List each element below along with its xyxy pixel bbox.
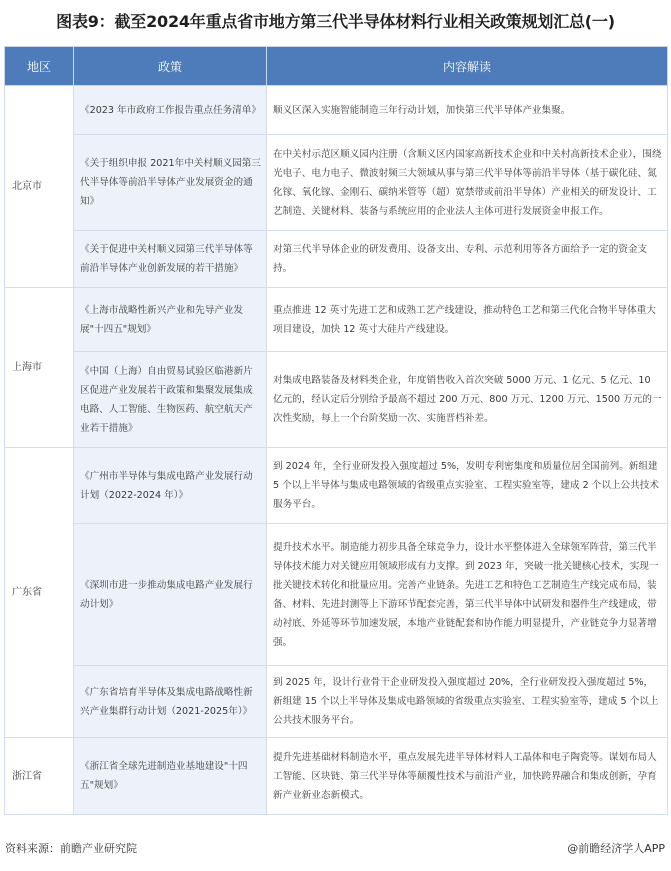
content-cell: 在中关村示范区顺义园内注册（含顺义区内国家高新技术企业和中关村高新技术企业），围绕光电子、电力电子、微波射频三大领域从事与第三代半导体等前沿半导体（基于碳化硅、氮化镓、氧化镓、金刚石、碳纳米管等（超）宽禁带或前沿半导体）产业相关的研发设计、工艺制造、关键材料、装备与系统应用的企业法人主体可进行发展资金申报工作。	[267, 135, 668, 231]
content-cell: 提升先进基础材料制造水平，重点发展先进半导体材料人工晶体和电子陶瓷等。谋划布局人工智能、区块链、第三代半导体等颠覆性技术与前沿产业，加快跨界融合和集成创新，孕育新产业新业态新模式。	[267, 738, 668, 815]
content-cell: 重点推进 12 英寸先进工艺和成熟工艺产线建设，推动特色工艺和第三代化合物半导体重大项目建设，加快 12 英寸大硅片产线建设。	[267, 288, 668, 352]
policy-cell: 《广州市半导体与集成电路产业发展行动计划（2022-2024 年）》	[74, 448, 267, 524]
table-row	[5, 524, 668, 666]
region-cell: 广东省	[5, 448, 74, 738]
table-row	[5, 738, 668, 815]
policy-cell: 《浙江省全球先进制造业基地建设"十四五"规划》	[74, 738, 267, 815]
table-row	[5, 352, 668, 448]
table-row	[5, 448, 668, 524]
region-cell: 上海市	[5, 288, 74, 448]
policy-table	[4, 46, 668, 815]
table-row	[5, 666, 668, 738]
header-region: 地区	[5, 47, 74, 86]
table-row	[5, 135, 668, 231]
policy-cell: 《关于促进中关村顺义园第三代半导体等前沿半导体产业创新发展的若干措施》	[74, 231, 267, 288]
header-policy: 政策	[74, 47, 267, 86]
page-title: 图表9：截至2024年重点省市地方第三代半导体材料行业相关政策规划汇总(一)	[56, 12, 615, 31]
policy-cell: 《深圳市进一步推动集成电路产业发展行动计划》	[74, 524, 267, 666]
policy-cell: 《广东省培育半导体及集成电路战略性新兴产业集群行动计划（2021-2025年）》	[74, 666, 267, 738]
table-header-row	[5, 47, 668, 86]
policy-table-container	[4, 46, 667, 815]
policy-cell: 《2023 年市政府工作报告重点任务清单》	[74, 86, 267, 135]
content-cell: 提升技术水平。制造能力初步具备全球竞争力，设计水平整体进入全球领军阵营，第三代半导体技术能力对关键应用领域形成有力支撑。到 2023 年，突破一批关键核心技术，实现一批关键技术转化和批量应用。完善产业链条。先进工艺和特色工艺制造生产线完成布局，装备、材料、先进封测等上下游环节配套完善，第三代半导体中试研发和器件生产线建成，带动衬底、外延等环节加速发展，本地产业链配套和协作能力明显提升，产业链竞争力显著增强。	[267, 524, 668, 666]
content-cell: 顺义区深入实施智能制造三年行动计划，加快第三代半导体产业集聚。	[267, 86, 668, 135]
brand-credit: @前瞻经济学人APP	[567, 842, 665, 855]
content-cell: 到 2024 年，全行业研发投入强度超过 5%，发明专利密集度和质量位居全国前列。新组建 5 个以上半导体与集成电路领域的省级重点实验室、工程实验室等，建成 2 个以上公共技术服务平台。	[267, 448, 668, 524]
table-row	[5, 288, 668, 352]
content-cell: 对第三代半导体企业的研发费用、设备支出、专利、示范利用等各方面给予一定的资金支持。	[267, 231, 668, 288]
policy-cell: 《中国（上海）自由贸易试验区临港新片区促进产业发展若干政策和集聚发展集成电路、人工智能、生物医药、航空航天产业若干措施》	[74, 352, 267, 448]
region-cell: 北京市	[5, 86, 74, 288]
policy-cell: 《上海市战略性新兴产业和先导产业发展"十四五"规划》	[74, 288, 267, 352]
header-content: 内容解读	[267, 47, 668, 86]
content-cell: 到 2025 年，设计行业骨干企业研发投入强度超过 20%，全行业研发投入强度超过 5%，新组建 15 个以上半导体及集成电路领域的省级重点实验室、工程实验室等，建成 5 个以上公共技术服务平台。	[267, 666, 668, 738]
policy-cell: 《关于组织申报 2021年中关村顺义园第三代半导体等前沿半导体产业发展资金的通知》	[74, 135, 267, 231]
table-row	[5, 231, 668, 288]
table-row	[5, 86, 668, 135]
source-note: 资料来源：前瞻产业研究院	[5, 842, 137, 855]
region-cell: 浙江省	[5, 738, 74, 815]
content-cell: 对集成电路装备及材料类企业，年度销售收入首次突破 5000 万元、1 亿元、5 亿元、10 亿元的，经认定后分别给予最高不超过 200 万元、800 万元、1200 万元、1500 万元的一次性奖励，每上一个台阶奖励一次、实施晋档补差。	[267, 352, 668, 448]
